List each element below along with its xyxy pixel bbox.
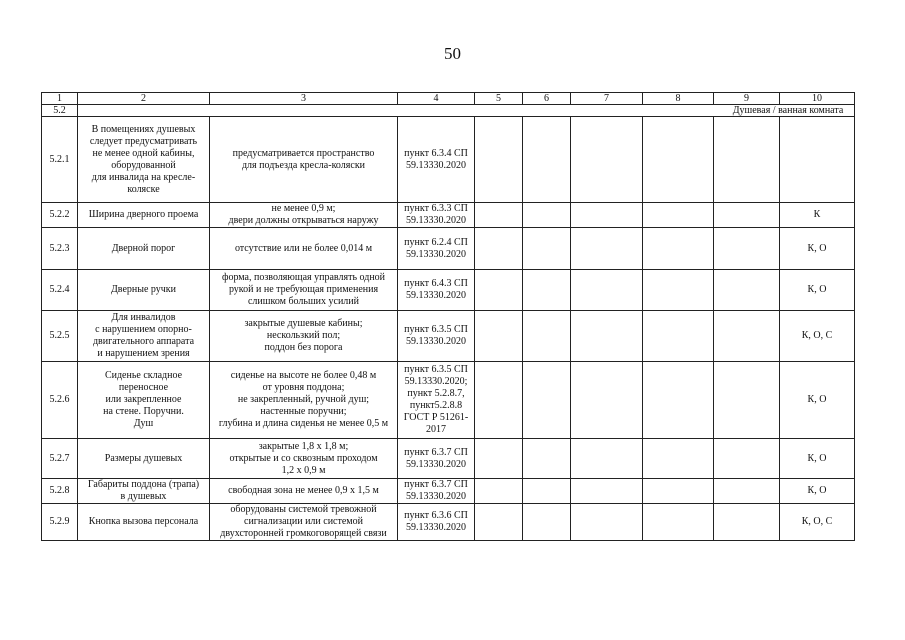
requirement-text-line: закрытые 1,8 х 1,8 м; [258, 440, 349, 452]
requirement-text [210, 203, 398, 228]
empty-cell-col-8 [643, 117, 714, 203]
assessment-mark: К, О [780, 362, 855, 439]
empty-cell-col-8 [643, 479, 714, 504]
table-row [42, 228, 855, 270]
normative-reference-line: 59.13330.2020 [406, 458, 466, 470]
criterion-name-line: Дверные ручки [110, 284, 177, 295]
criterion-name-line: оборудованной [111, 159, 176, 171]
assessment-mark: К, О, С [780, 311, 855, 362]
row-id: 5.2.1 [42, 117, 78, 203]
requirement-text-line: сиденье на высоте не более 0,48 м [230, 370, 377, 381]
empty-cell-col-9 [714, 117, 780, 203]
normative-reference [398, 439, 475, 479]
normative-reference-line: 59.13330.2020 [406, 159, 466, 171]
normative-reference [398, 203, 475, 228]
row-id: 5.2.4 [42, 270, 78, 311]
empty-cell-col-8 [643, 270, 714, 311]
assessment-mark: К, О [780, 270, 855, 311]
empty-cell-col-7 [571, 439, 643, 479]
criterion-name-line: Размеры душевых [104, 452, 183, 464]
requirement-text-line: двухсторонней громкоговорящей связи [220, 528, 387, 539]
requirement-text-line: слишком больших усилий [247, 296, 359, 307]
normative-reference-line: пункт 6.3.5 СП [404, 364, 468, 375]
criterion-name-line: Сиденье складное [104, 370, 183, 381]
normative-reference [398, 117, 475, 203]
section-title-cell [78, 105, 855, 117]
empty-cell-col-6 [523, 362, 571, 439]
requirement-text-line: не закрепленный, ручной душ; [237, 394, 370, 405]
empty-cell-col-6 [523, 311, 571, 362]
requirement-text-line: закрытые душевые кабины; [244, 318, 363, 329]
section-row [42, 105, 855, 117]
requirement-text-line: оборудованы системой тревожной [230, 504, 377, 515]
empty-cell-col-6 [523, 117, 571, 203]
requirement-text [210, 362, 398, 439]
empty-cell-col-5 [475, 439, 523, 479]
criterion-name [78, 439, 210, 479]
empty-cell-col-7 [571, 311, 643, 362]
requirement-text-line: отсутствие или не более 0,014 м [234, 242, 373, 254]
empty-cell-col-6 [523, 439, 571, 479]
column-number-header: 4 [398, 93, 475, 105]
criterion-name-line: двигательного аппарата [92, 336, 195, 347]
empty-cell-col-5 [475, 362, 523, 439]
criterion-name-line: на стене. Поручни. [103, 406, 184, 417]
empty-cell-col-8 [643, 311, 714, 362]
normative-reference-line: пункт 5.2.8.7, [407, 388, 465, 399]
criterion-name [78, 228, 210, 270]
column-number-header: 5 [475, 93, 523, 105]
column-number-header: 2 [78, 93, 210, 105]
empty-cell-col-5 [475, 203, 523, 228]
assessment-mark: К [780, 203, 855, 228]
criterion-name-line: в душевых [120, 491, 167, 502]
requirement-text-line: нескользкий пол; [266, 330, 341, 341]
empty-cell-col-8 [643, 203, 714, 228]
section-id: 5.2 [42, 105, 78, 117]
column-number-header: 6 [523, 93, 571, 105]
page-number: 50 [444, 44, 461, 63]
row-id: 5.2.7 [42, 439, 78, 479]
requirement-text [210, 479, 398, 504]
column-number-header: 7 [571, 93, 643, 105]
requirement-text-line: не менее 0,9 м; [271, 203, 336, 214]
normative-reference-line: 59.13330.2020; [404, 376, 468, 387]
empty-cell-col-5 [475, 117, 523, 203]
normative-reference-line: пункт 6.3.3 СП [404, 203, 468, 214]
column-number-header-row [42, 93, 855, 105]
empty-cell-col-8 [643, 439, 714, 479]
criterion-name-line: В помещениях душевых [91, 123, 196, 135]
empty-cell-col-8 [643, 504, 714, 541]
column-number-header: 10 [780, 93, 855, 105]
requirement-text [210, 311, 398, 362]
empty-cell-col-6 [523, 504, 571, 541]
empty-cell-col-5 [475, 228, 523, 270]
criterion-name-line: и нарушением зрения [97, 348, 190, 359]
criterion-name-line: с нарушением опорно- [95, 324, 192, 335]
criterion-name [78, 270, 210, 311]
requirement-text-line: для подъезда кресла-коляски [241, 159, 366, 171]
normative-reference [398, 270, 475, 311]
row-id: 5.2.3 [42, 228, 78, 270]
empty-cell-col-6 [523, 203, 571, 228]
section-title: Душевая / ванная комната [732, 105, 844, 116]
criterion-name [78, 362, 210, 439]
normative-reference [398, 479, 475, 504]
empty-cell-col-5 [475, 270, 523, 311]
requirement-text-line: свободная зона не менее 0,9 х 1,5 м [228, 485, 379, 496]
requirement-text-line: настенные поручни; [260, 406, 347, 417]
requirement-text-line: 1,2 х 0,9 м [281, 464, 326, 476]
criterion-name-line: Дверной порог [111, 242, 176, 254]
criterion-name [78, 203, 210, 228]
normative-reference-line: 59.13330.2020 [406, 290, 466, 301]
table-row [42, 203, 855, 228]
empty-cell-col-8 [643, 228, 714, 270]
assessment-mark [780, 117, 855, 203]
normative-reference [398, 228, 475, 270]
requirement-text [210, 439, 398, 479]
normative-reference-line: 2017 [426, 424, 446, 435]
row-id: 5.2.5 [42, 311, 78, 362]
criterion-name-line: Для инвалидов [111, 312, 176, 323]
normative-reference-line: 59.13330.2020 [406, 522, 466, 533]
criterion-name-line: Ширина дверного проема [88, 209, 199, 220]
empty-cell-col-7 [571, 362, 643, 439]
empty-cell-col-9 [714, 311, 780, 362]
requirement-text [210, 270, 398, 311]
requirement-text-line: поддон без порога [264, 342, 343, 353]
empty-cell-col-5 [475, 311, 523, 362]
criterion-name-line: переносное [118, 382, 169, 393]
row-id: 5.2.8 [42, 479, 78, 504]
row-id: 5.2.2 [42, 203, 78, 228]
requirement-text [210, 504, 398, 541]
empty-cell-col-5 [475, 479, 523, 504]
empty-cell-col-7 [571, 117, 643, 203]
normative-reference-line: 59.13330.2020 [406, 215, 466, 226]
column-number-header: 8 [643, 93, 714, 105]
table-row [42, 117, 855, 203]
normative-reference-line: 59.13330.2020 [406, 248, 466, 260]
empty-cell-col-6 [523, 228, 571, 270]
row-id: 5.2.6 [42, 362, 78, 439]
assessment-mark: К, О [780, 228, 855, 270]
assessment-mark: К, О [780, 439, 855, 479]
criterion-name-line: для инвалида на кресле- [91, 171, 196, 183]
column-number-header: 1 [42, 93, 78, 105]
empty-cell-col-6 [523, 270, 571, 311]
requirement-text-line: рукой и не требующая применения [228, 284, 379, 295]
table-row [42, 479, 855, 504]
empty-cell-col-9 [714, 203, 780, 228]
empty-cell-col-8 [643, 362, 714, 439]
empty-cell-col-5 [475, 504, 523, 541]
normative-reference-line: пункт 6.3.5 СП [404, 324, 468, 335]
empty-cell-col-9 [714, 228, 780, 270]
normative-reference [398, 362, 475, 439]
normative-reference-line: пункт5.2.8.8 [409, 400, 463, 411]
normative-reference [398, 504, 475, 541]
normative-reference-line: пункт 6.3.7 СП [404, 446, 468, 458]
criterion-name [78, 117, 210, 203]
assessment-mark: К, О, С [780, 504, 855, 541]
empty-cell-col-9 [714, 270, 780, 311]
criterion-name-line: Душ [133, 418, 154, 429]
column-number-header: 3 [210, 93, 398, 105]
table-row [42, 504, 855, 541]
empty-cell-col-7 [571, 270, 643, 311]
normative-reference-line: пункт 6.3.6 СП [404, 510, 468, 521]
table-row [42, 439, 855, 479]
empty-cell-col-6 [523, 479, 571, 504]
empty-cell-col-7 [571, 228, 643, 270]
criterion-name-line: Кнопка вызова персонала [88, 516, 199, 527]
normative-reference-line: пункт 6.2.4 СП [404, 236, 468, 248]
column-number-header: 9 [714, 93, 780, 105]
table-row [42, 362, 855, 439]
criterion-name [78, 504, 210, 541]
row-id: 5.2.9 [42, 504, 78, 541]
criterion-name-line: коляске [127, 183, 160, 195]
empty-cell-col-7 [571, 479, 643, 504]
table-row [42, 270, 855, 311]
normative-reference-line: 59.13330.2020 [406, 336, 466, 347]
criterion-name [78, 311, 210, 362]
requirement-text [210, 117, 398, 203]
criterion-name-line: не менее одной кабины, [92, 147, 195, 159]
criterion-name-line: Габариты поддона (трапа) [87, 479, 200, 490]
table-row [42, 311, 855, 362]
criterion-name [78, 479, 210, 504]
requirement-text-line: форма, позволяющая управлять одной [221, 272, 386, 283]
requirement-text-line: от уровня поддона; [262, 382, 345, 393]
normative-reference [398, 311, 475, 362]
requirement-text-line: открытые и со сквозным проходом [229, 452, 378, 464]
normative-reference-line: пункт 6.3.7 СП [404, 479, 468, 490]
empty-cell-col-9 [714, 504, 780, 541]
empty-cell-col-7 [571, 203, 643, 228]
empty-cell-col-7 [571, 504, 643, 541]
normative-reference-line: 59.13330.2020 [406, 491, 466, 502]
criterion-name-line: или закрепленное [105, 394, 182, 405]
assessment-mark: К, О [780, 479, 855, 504]
accessibility-checklist-table [41, 92, 855, 541]
normative-reference-line: ГОСТ Р 51261- [403, 412, 469, 423]
empty-cell-col-9 [714, 439, 780, 479]
empty-cell-col-9 [714, 479, 780, 504]
normative-reference-line: пункт 6.4.3 СП [404, 278, 468, 289]
empty-cell-col-9 [714, 362, 780, 439]
requirement-text [210, 228, 398, 270]
criterion-name-line: следует предусматривать [89, 135, 198, 147]
requirement-text-line: сигнализации или системой [244, 516, 363, 527]
requirement-text-line: глубина и длина сиденья не менее 0,5 м [218, 418, 389, 429]
requirement-text-line: двери должны открываться наружу [228, 215, 379, 226]
requirement-text-line: предусматривается пространство [232, 147, 375, 159]
normative-reference-line: пункт 6.3.4 СП [404, 147, 468, 159]
